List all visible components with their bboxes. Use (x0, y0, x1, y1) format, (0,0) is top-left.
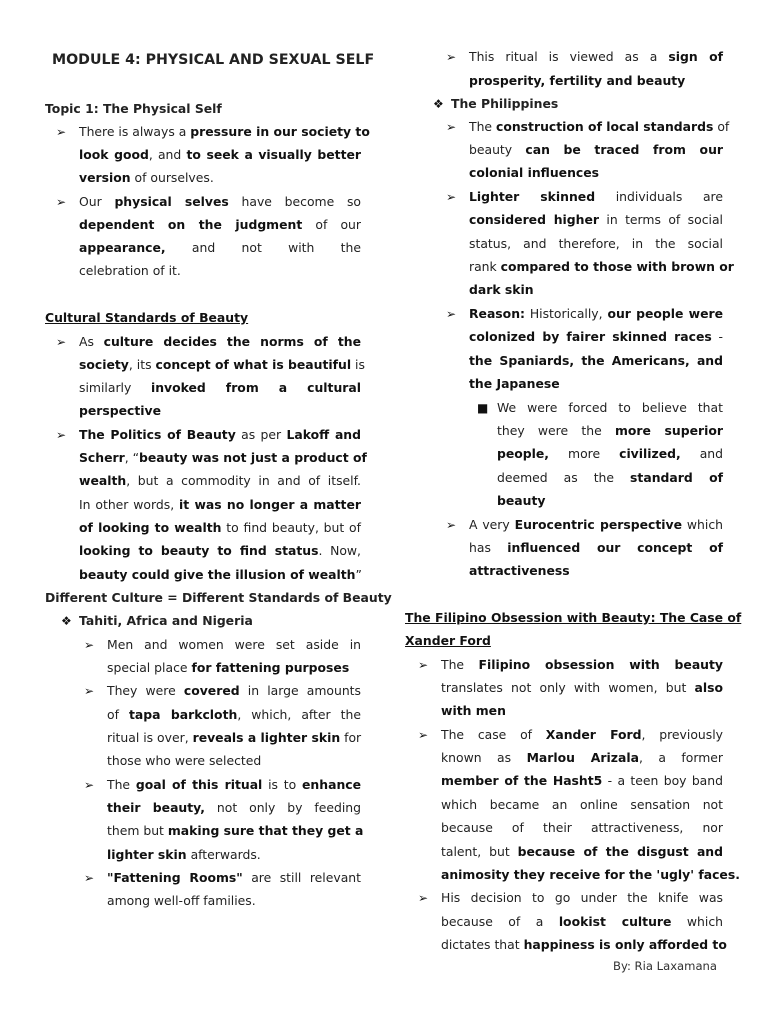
text-run: version (79, 170, 131, 185)
right_column-line (469, 69, 723, 93)
left_column-line (107, 703, 361, 727)
text-run: , but a commodity in and of itself. (126, 473, 361, 488)
text-run: . Now, (318, 543, 361, 558)
text-run: Reason: (469, 306, 525, 321)
text-run: We were forced to believe that (497, 400, 723, 415)
text-run: , its (128, 357, 156, 372)
left_column-line (107, 843, 361, 867)
text-run: , and (148, 147, 187, 162)
byline: By: Ria Laxamana (613, 959, 718, 973)
text-run: look good (79, 147, 149, 162)
text-run: happiness is only afforded to (523, 937, 727, 952)
text-run: dependent on the judgment (79, 217, 303, 232)
text-run: compared to those with brown or (500, 259, 734, 274)
text-run: There is always a (79, 124, 191, 139)
left_column-line (107, 773, 361, 797)
text-run: covered (183, 683, 240, 698)
text-run: status, and therefore, in the social (469, 236, 723, 251)
text-run: of our (302, 217, 361, 232)
text-run: looking to beauty to find status (79, 543, 319, 558)
text-run: translates not only with women, but (441, 680, 695, 695)
text-run: This ritual is viewed as a (469, 49, 669, 64)
right_column-line (469, 372, 723, 396)
left_column-line (45, 306, 361, 330)
left_column-line (79, 563, 361, 587)
text-run: because of a (441, 914, 559, 929)
text-run: of (713, 119, 730, 134)
text-run: have become so (228, 194, 361, 209)
left_column-line (79, 399, 361, 423)
text-run: concept of what is beautiful (155, 357, 352, 372)
text-run: wealth (79, 473, 127, 488)
text-run: The Philippines (451, 96, 559, 111)
left_column-line (45, 97, 361, 121)
text-run: considered higher (469, 212, 599, 227)
text-run: The Politics of Beauty (79, 427, 236, 442)
left_column-line (45, 586, 392, 610)
text-run: - a teen boy band (602, 773, 723, 788)
text-run: Cultural Standards of Beauty (45, 310, 249, 325)
left_column-line (79, 353, 365, 377)
text-run: construction of local standards (495, 119, 714, 134)
text-run: known as (441, 750, 527, 765)
arrow-bullet-icon: ➢ (446, 190, 457, 204)
right_column-line (469, 185, 723, 209)
right_column-line (497, 489, 723, 513)
arrow-bullet-icon: ➢ (84, 684, 95, 698)
text-run: culture decides the norms of the (103, 334, 362, 349)
text-run: beauty (469, 142, 526, 157)
right_column-line (469, 115, 730, 139)
arrow-bullet-icon: ➢ (84, 638, 95, 652)
right_column-line (441, 746, 723, 770)
text-run: invoked from a cultural (150, 380, 361, 395)
text-run: Filipino obsession with beauty (478, 657, 724, 672)
right_column-line (469, 325, 723, 349)
text-run: , previously (641, 727, 723, 742)
text-run: Tahiti, Africa and Nigeria (79, 613, 253, 628)
right_column-line (469, 559, 723, 583)
right_column-line (441, 886, 723, 910)
text-run: , “ (124, 450, 140, 465)
text-run: beauty could give the illusion of wealth (79, 567, 356, 582)
right_column-line (405, 629, 723, 653)
diamond-bullet-icon: ❖ (61, 614, 72, 628)
text-run: which (671, 914, 723, 929)
text-run: has (469, 540, 508, 555)
text-run: of ourselves. (130, 170, 214, 185)
text-run: ” (355, 567, 362, 582)
text-run: attractiveness (469, 563, 570, 578)
text-run: The (441, 657, 479, 672)
right_column-line (441, 840, 723, 864)
text-run: The Filipino Obsession with Beauty: The Case of (405, 610, 742, 625)
left_column-line (79, 446, 367, 470)
text-run: because of the disgust and (517, 844, 723, 859)
text-run: their beauty, (107, 800, 205, 815)
text-run: rank (469, 259, 501, 274)
text-run: , which, after the (237, 707, 361, 722)
text-run: enhance (302, 777, 362, 792)
text-run: Historically, (524, 306, 608, 321)
text-run: civilized, (619, 446, 681, 461)
right_column-line (441, 863, 740, 887)
arrow-bullet-icon: ➢ (84, 871, 95, 885)
right_column-line (469, 138, 723, 162)
text-run: among well-off families. (107, 893, 256, 908)
text-run: is to (262, 777, 303, 792)
right_column-line (451, 92, 723, 116)
text-run: Xander Ford (545, 727, 642, 742)
text-run: appearance, (79, 240, 166, 255)
arrow-bullet-icon: ➢ (84, 778, 95, 792)
text-run: more (549, 446, 620, 461)
left_column-line (79, 330, 361, 354)
text-run: As (79, 334, 104, 349)
text-run: dictates that (441, 937, 524, 952)
text-run: our people were (607, 306, 723, 321)
right_column-line (441, 933, 727, 957)
text-run: which (682, 517, 723, 532)
text-run: they were the (497, 423, 615, 438)
text-run: Our (79, 194, 115, 209)
text-run: them but (107, 823, 168, 838)
text-run: Eurocentric perspective (514, 517, 683, 532)
text-run: They were (107, 683, 184, 698)
right_column-line (469, 536, 723, 560)
arrow-bullet-icon: ➢ (56, 335, 67, 349)
text-run: it was no longer a matter (179, 497, 361, 512)
left_column-line (79, 469, 361, 493)
right_column-line (469, 208, 723, 232)
text-run: in terms of social (599, 212, 724, 227)
text-run: and (680, 446, 723, 461)
arrow-bullet-icon: ➢ (446, 120, 457, 134)
text-run: dark skin (469, 282, 534, 297)
right_column-line (469, 255, 734, 279)
left_column-line (79, 143, 361, 167)
left_column-line (79, 609, 361, 633)
left_column-line (79, 166, 361, 190)
text-run: Scherr (79, 450, 125, 465)
right_column-line (469, 349, 723, 373)
right_column-line (441, 910, 723, 934)
text-run: colonial influences (469, 165, 600, 180)
arrow-bullet-icon: ➢ (418, 658, 429, 672)
left_column-line (107, 819, 364, 843)
text-run: reveals a lighter skin (192, 730, 341, 745)
text-run: deemed as the (497, 470, 631, 485)
right_column-line (497, 466, 723, 490)
text-run: the Spaniards, the Americans, and (469, 353, 723, 368)
text-run: in large amounts (239, 683, 361, 698)
text-run: people, (497, 446, 550, 461)
text-run: for fattening purposes (191, 660, 350, 675)
text-run: physical selves (114, 194, 229, 209)
module-title: MODULE 4: PHYSICAL AND SEXUAL SELF (52, 52, 375, 68)
text-run: which became an online sensation not (441, 797, 723, 812)
left_column-line (79, 120, 370, 144)
left_column-line (79, 516, 361, 540)
left_column-line (79, 213, 361, 237)
text-run: prosperity, fertility and beauty (469, 73, 686, 88)
left_column-line (107, 749, 361, 773)
text-run: and not with the (165, 240, 361, 255)
right_column-line (497, 396, 723, 420)
right_column-line (469, 45, 723, 69)
text-run: tapa barkcloth (128, 707, 238, 722)
right_column-line (469, 232, 723, 256)
text-run: beauty was not just a product of (139, 450, 367, 465)
text-run: afterwards. (186, 847, 261, 862)
text-run: Men and women were set aside in (107, 637, 361, 652)
arrow-bullet-icon: ➢ (446, 518, 457, 532)
arrow-bullet-icon: ➢ (56, 428, 67, 442)
text-run: as per (235, 427, 287, 442)
left_column-line (79, 190, 361, 214)
text-run: can be traced from our (525, 142, 723, 157)
left_column-line (107, 889, 361, 913)
text-run: His decision to go under the knife was (441, 890, 723, 905)
text-run: member of the Hasht5 (441, 773, 603, 788)
text-run: sign of (668, 49, 724, 64)
arrow-bullet-icon: ➢ (446, 307, 457, 321)
text-run: those who were selected (107, 753, 262, 768)
right_column-line (497, 442, 723, 466)
text-run: , a former (638, 750, 724, 765)
text-run: with men (441, 703, 506, 718)
left_column-line (107, 866, 361, 890)
text-run: society (79, 357, 129, 372)
text-run: pressure in our society to (190, 124, 370, 139)
text-run: The case of (441, 727, 546, 742)
text-run: making sure that they get a (167, 823, 364, 838)
text-run: is (351, 357, 365, 372)
text-run: The (469, 119, 496, 134)
text-run: Lakoff and (286, 427, 361, 442)
text-run: Xander Ford (405, 633, 491, 648)
left_column-line (79, 259, 361, 283)
text-run: talent, but (441, 844, 518, 859)
text-run: The (107, 777, 136, 792)
left_column-line (107, 633, 361, 657)
right_column-line (441, 699, 723, 723)
left_column-line (79, 376, 361, 400)
left_column-line (79, 539, 361, 563)
text-run: "Fattening Rooms" (107, 870, 243, 885)
text-run: of looking to wealth (79, 520, 222, 535)
text-run: influenced our concept of (507, 540, 723, 555)
text-run: ritual is over, (107, 730, 193, 745)
text-run: individuals are (595, 189, 723, 204)
text-run: A very (469, 517, 515, 532)
right_column-line (441, 793, 723, 817)
text-run: celebration of it. (79, 263, 181, 278)
text-run: the Japanese (469, 376, 560, 391)
square-bullet-icon: ■ (477, 401, 489, 415)
text-run: beauty (497, 493, 546, 508)
text-run: also (694, 680, 723, 695)
left_column-line (107, 679, 361, 703)
right_column-line (405, 606, 742, 630)
arrow-bullet-icon: ➢ (418, 891, 429, 905)
arrow-bullet-icon: ➢ (56, 195, 67, 209)
text-run: special place (107, 660, 192, 675)
right_column-line (441, 723, 723, 747)
text-run: lighter skin (107, 847, 187, 862)
right_column-line (441, 653, 723, 677)
right_column-line (441, 816, 723, 840)
text-run: colonized by fairer skinned races (469, 329, 712, 344)
left_column-line (79, 493, 361, 517)
left_column-line (107, 796, 361, 820)
text-run: lookist culture (558, 914, 672, 929)
text-run: not only by feeding (205, 800, 361, 815)
left_column-line (107, 656, 361, 680)
text-run: are still relevant (242, 870, 361, 885)
text-run: animosity they receive for the 'ugly' faces. (441, 867, 740, 882)
right_column-line (469, 161, 723, 185)
text-run: of (107, 707, 129, 722)
right_column-line (497, 419, 723, 443)
text-run: goal of this ritual (135, 777, 263, 792)
text-run: similarly (79, 380, 151, 395)
text-run: more superior (614, 423, 723, 438)
text-run: to seek a visually better (186, 147, 362, 162)
text-run: In other words, (79, 497, 180, 512)
text-run: for (340, 730, 362, 745)
text-run: Lighter skinned (469, 189, 596, 204)
diamond-bullet-icon: ❖ (433, 97, 444, 111)
left_column-line (107, 726, 361, 750)
text-run: to find beauty, but of (221, 520, 361, 535)
right_column-line (441, 676, 723, 700)
right_column-line (469, 302, 723, 326)
right_column-line (469, 513, 723, 537)
text-run: Different Culture = Different Standards of Beauty (45, 590, 392, 605)
text-run: standard of (630, 470, 723, 485)
arrow-bullet-icon: ➢ (446, 50, 457, 64)
left_column-line (79, 236, 361, 260)
text-run: because of their attractiveness, nor (441, 820, 723, 835)
arrow-bullet-icon: ➢ (56, 125, 67, 139)
text-run: Topic 1: The Physical Self (45, 101, 222, 116)
right_column-line (469, 278, 723, 302)
left_column-line (79, 423, 361, 447)
text-run: perspective (79, 403, 162, 418)
text-run: Marlou Arizala (526, 750, 639, 765)
right_column-line (441, 769, 723, 793)
text-run: - (711, 329, 723, 344)
arrow-bullet-icon: ➢ (418, 728, 429, 742)
